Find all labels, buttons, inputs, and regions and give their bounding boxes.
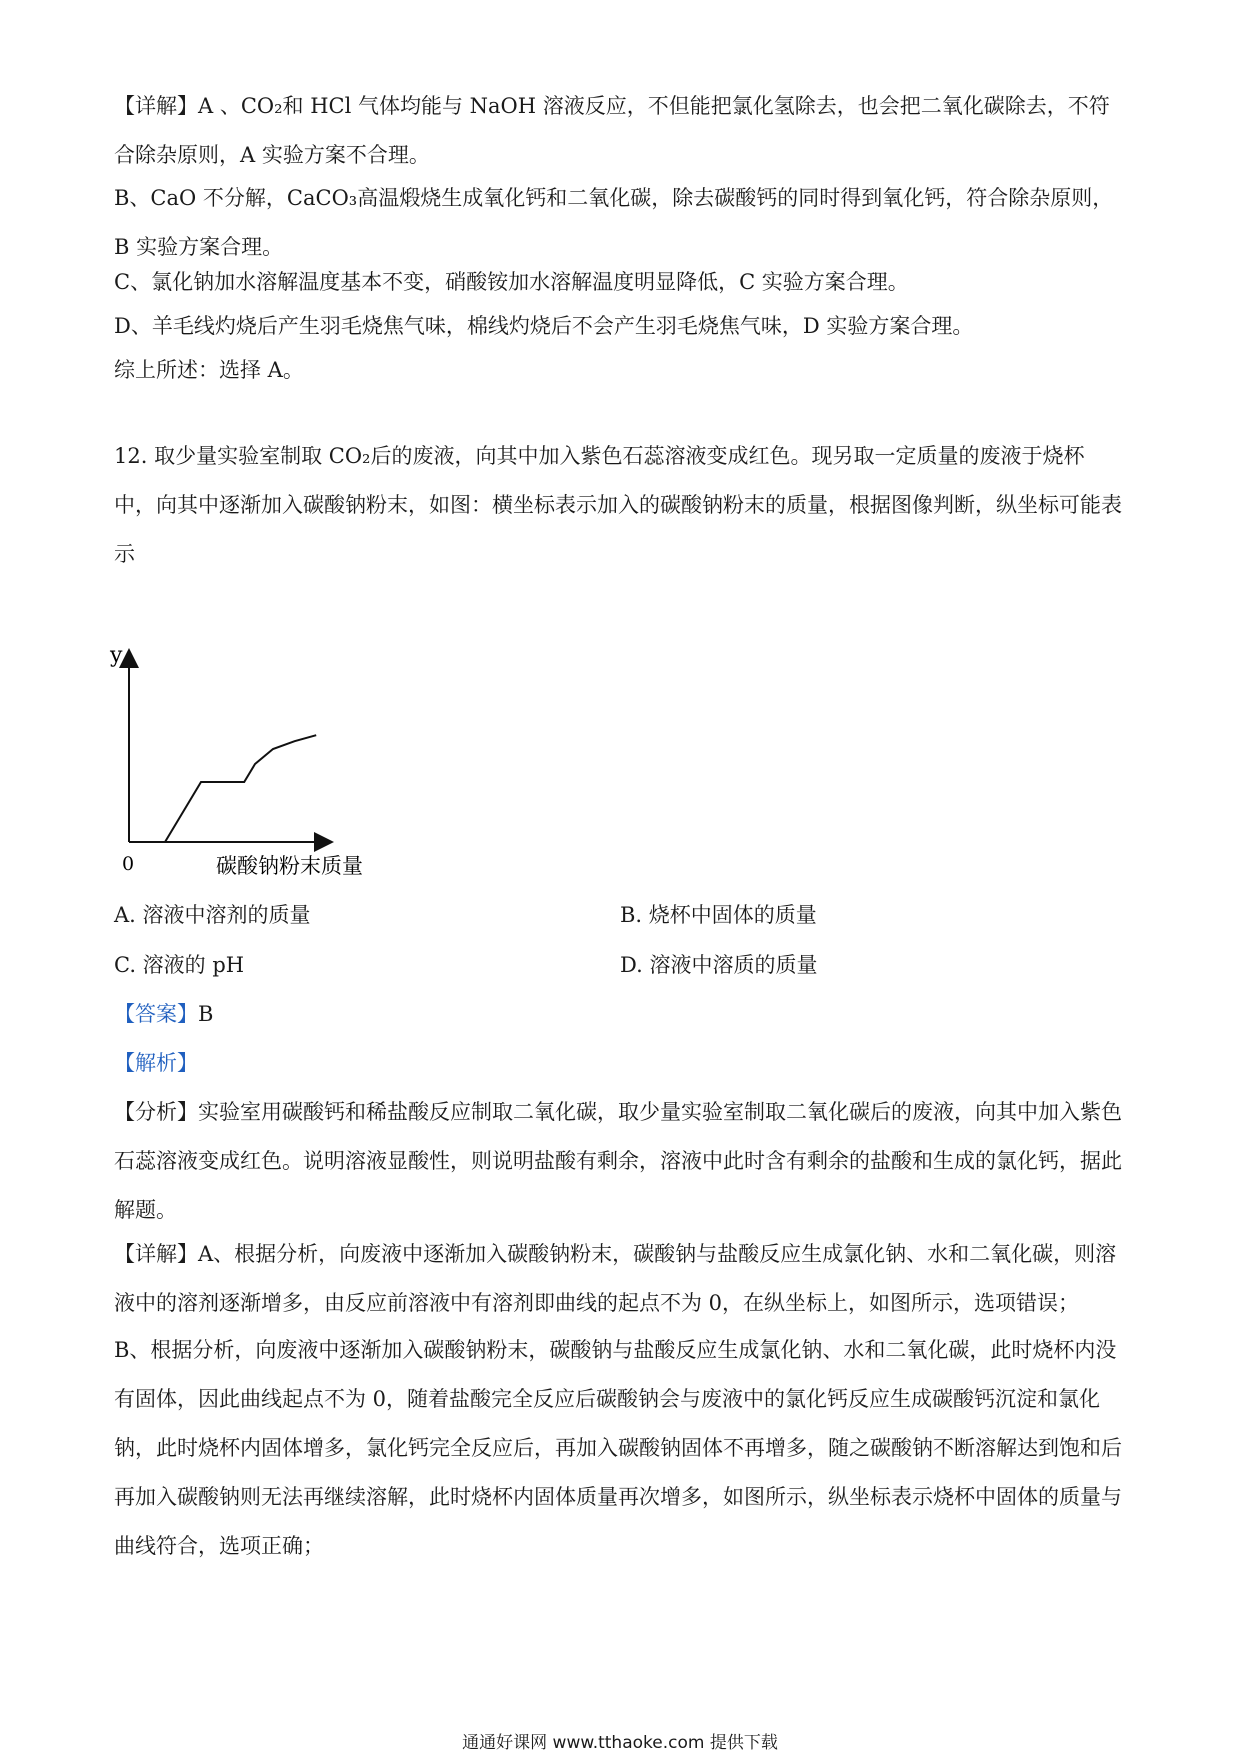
analysis-tag: 【分析】 — [114, 1100, 198, 1124]
option-c: C. 溶液的 pH — [114, 953, 245, 977]
detail-a: 【详解】A、根据分析，向废液中逐渐加入碳酸钠粉末，碳酸钠与盐酸反应生成氯化钠、水和二氧化碳，则溶液中的溶剂逐渐增多，由反应前溶液中有溶剂即曲线的起点不为 0，在纵坐标上，如图所示，选项错误； — [114, 1242, 1117, 1315]
detail-b: B、根据分析，向废液中逐渐加入碳酸钠粉末，碳酸钠与盐酸反应生成氯化钠、水和二氧化碳，此时烧杯内没有固体，因此曲线起点不为 0，随着盐酸完全反应后碳酸钠会与废液中的氯化钙反应生成碳酸钙沉淀和氯化钠，此时烧杯内固体增多，氯化钙完全反应后，再加入碳酸钠固体不再增多，随之碳酸钠不断溶解达到饱和后再加入碳酸钠则无法再继续溶解，此时烧杯内固体质量再次增多，如图所示，纵坐标表示烧杯中固体的质量与曲线符合，选项正确； — [114, 1338, 1122, 1558]
option-a: A. 溶液中溶剂的质量 — [114, 903, 311, 927]
prev-detail-a: 【详解】A 、CO₂和 HCl 气体均能与 NaOH 溶液反应，不但能把氯化氢除去，也会把二氧化碳除去，不符合除杂原则，A 实验方案不合理。 — [114, 94, 1110, 167]
footer-text: 通通好课网 www.tthaoke.com 提供下载 — [462, 1733, 778, 1753]
data-curve — [129, 735, 316, 842]
answer-line — [114, 999, 213, 1029]
option-d: D. 溶液中溶质的质量 — [620, 953, 818, 977]
question-text: 12. 取少量实验室制取 CO₂后的废液，向其中加入紫色石蕊溶液变成红色。现另取一定质量的废液于烧杯中，向其中逐渐加入碳酸钠粉末，如图：横坐标表示加入的碳酸钠粉末的质量，根据图像判断，纵坐标可能表示 — [114, 444, 1122, 566]
line-chart — [108, 640, 428, 880]
answer-tag: 【答案】 — [114, 1002, 198, 1026]
answer-value: B — [198, 1002, 214, 1026]
prev-detail-d: D、羊毛线灼烧后产生羽毛烧焦气味，棉线灼烧后不会产生羽毛烧焦气味，D 实验方案合理。 — [114, 314, 974, 338]
analysis-text: 实验室用碳酸钙和稀盐酸反应制取二氧化碳，取少量实验室制取二氧化碳后的废液，向其中加入紫色石蕊溶液变成红色。说明溶液显酸性，则说明盐酸有剩余，溶液中此时含有剩余的盐酸和生成的氯化钙，据此解题。 — [114, 1100, 1122, 1222]
option-b: B. 烧杯中固体的质量 — [620, 903, 817, 927]
analysis-heading: 【解析】 — [114, 1051, 198, 1075]
x-axis-label: 碳酸钠粉末质量 — [216, 854, 363, 878]
analysis-paragraph — [114, 1088, 1126, 1235]
prev-detail-c: C、氯化钠加水溶解温度基本不变，硝酸铵加水溶解温度明显降低，C 实验方案合理。 — [114, 270, 909, 294]
origin-label: 0 — [122, 853, 135, 875]
prev-detail-b: B、CaO 不分解，CaCO₃高温煅烧生成氧化钙和二氧化碳，除去碳酸钙的同时得到氧化钙，符合除杂原则，B 实验方案合理。 — [114, 186, 1114, 259]
y-axis-label: y — [110, 643, 123, 668]
prev-summary: 综上所述：选择 A。 — [114, 358, 304, 382]
